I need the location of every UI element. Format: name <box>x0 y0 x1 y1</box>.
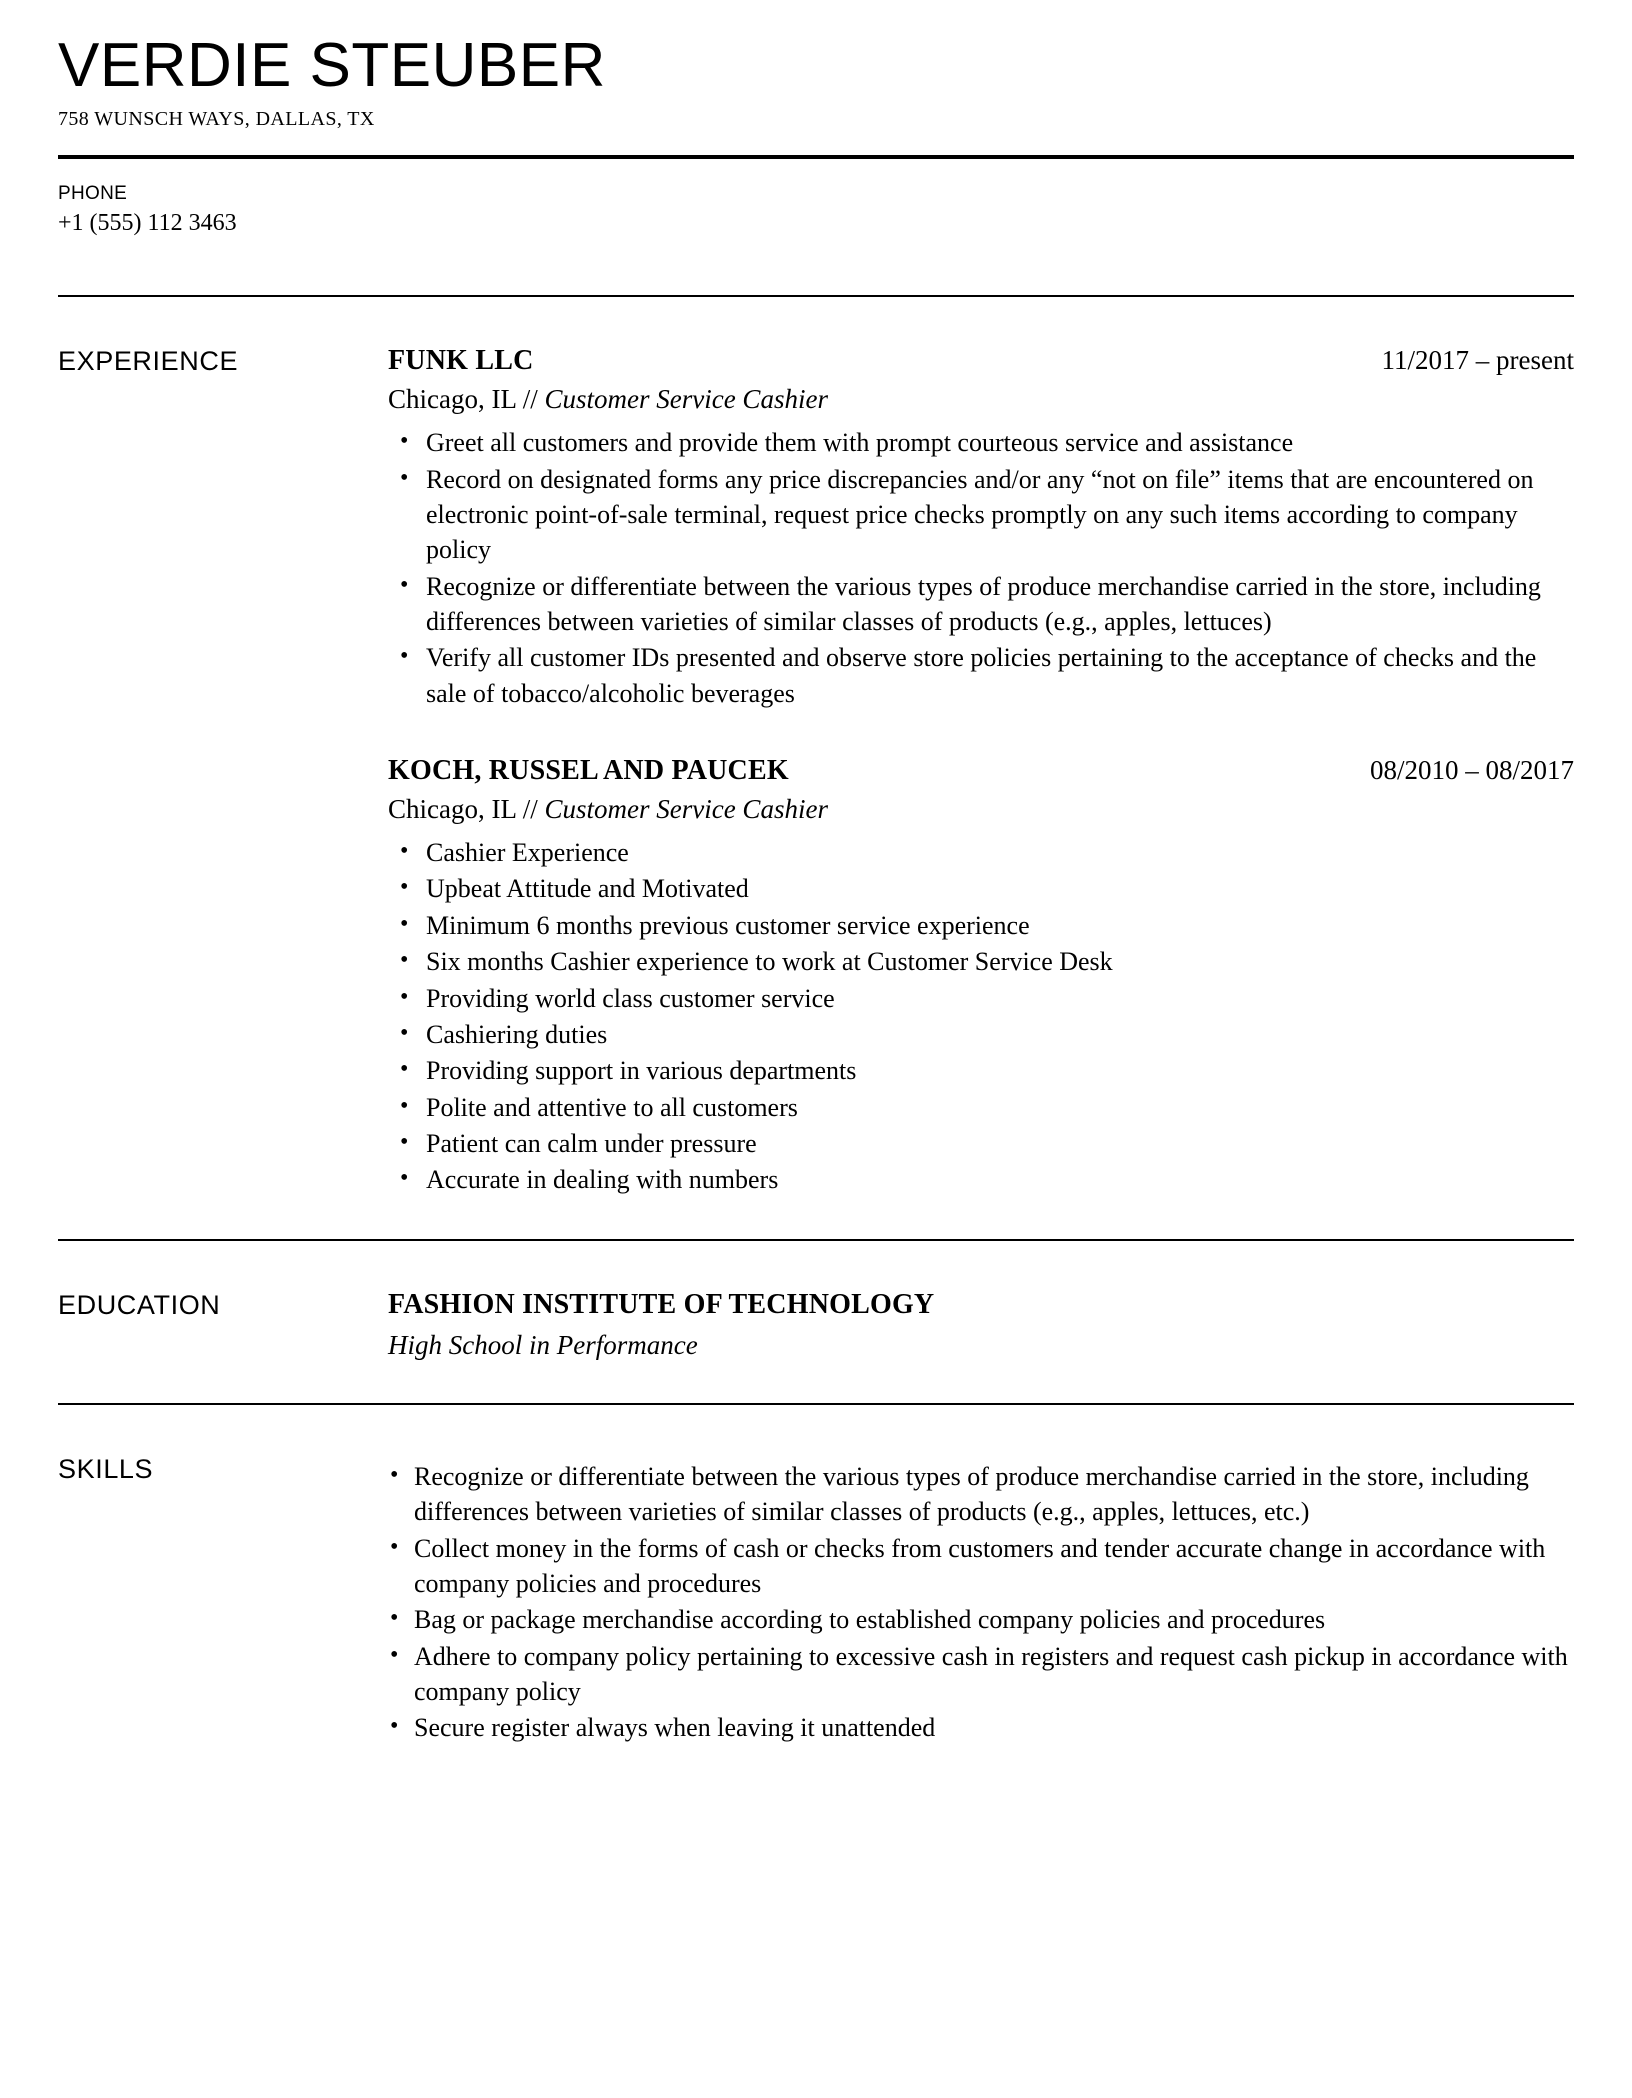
phone-label: PHONE <box>58 183 128 205</box>
employment-location: Chicago, IL <box>388 384 516 415</box>
list-item: • Patient can calm under pressure <box>388 1126 1574 1161</box>
experience-entry-header <box>388 753 1574 788</box>
list-item: • Polite and attentive to all customers <box>388 1090 1574 1125</box>
experience-entry <box>388 343 1574 711</box>
list-item: • Bag or package merchandise according to established company policies and procedures <box>388 1602 1574 1637</box>
list-item: • Providing support in various departments <box>388 1053 1574 1088</box>
education-entry <box>388 1287 1574 1363</box>
skills-section <box>58 1405 1574 1807</box>
responsibility-list <box>388 835 1574 1198</box>
section-label-skills: SKILLS <box>58 1453 154 1484</box>
experience-entry-header <box>388 343 1574 378</box>
list-item: • Six months Cashier experience to work at Customer Service Desk <box>388 944 1574 979</box>
employer-name: KOCH, RUSSEL AND PAUCEK <box>388 755 789 787</box>
experience-label-column <box>58 343 388 377</box>
job-title: Customer Service Cashier <box>544 384 828 415</box>
employer-name: FUNK LLC <box>388 345 534 377</box>
list-item: • Providing world class customer service <box>388 981 1574 1016</box>
section-label-experience: EXPERIENCE <box>58 346 239 377</box>
candidate-name: VERDIE STEUBER <box>58 31 606 100</box>
experience-entries <box>388 343 1574 1199</box>
employment-location-role <box>388 382 1574 417</box>
education-entries <box>388 1287 1574 1363</box>
resume-header <box>58 0 1574 131</box>
list-item: • Minimum 6 months previous customer service experience <box>388 908 1574 943</box>
list-item: • Collect money in the forms of cash or checks from customers and tender accurate change in accordance with company policies and procedures <box>388 1531 1574 1602</box>
employment-location: Chicago, IL <box>388 794 516 825</box>
education-label-column <box>58 1287 388 1321</box>
employment-dates: 11/2017 – present <box>1381 345 1574 376</box>
location-role-separator: // <box>515 384 545 415</box>
contact-block <box>58 159 1574 295</box>
section-label-education: EDUCATION <box>58 1289 221 1320</box>
skills-entries <box>388 1451 1574 1747</box>
experience-section <box>58 297 1574 1239</box>
list-item: • Accurate in dealing with numbers <box>388 1162 1574 1197</box>
phone-value: +1 (555) 112 3463 <box>58 209 237 236</box>
list-item: • Cashiering duties <box>388 1017 1574 1052</box>
list-item: • Adhere to company policy pertaining to excessive cash in registers and request cash pickup in accordance with company policy <box>388 1639 1574 1710</box>
employment-location-role <box>388 792 1574 827</box>
education-section <box>58 1241 1574 1403</box>
list-item: • Upbeat Attitude and Motivated <box>388 871 1574 906</box>
list-item: • Secure register always when leaving it unattended <box>388 1710 1574 1745</box>
responsibility-list <box>388 425 1574 711</box>
list-item: • Greet all customers and provide them with prompt courteous service and assistance <box>388 425 1574 460</box>
candidate-address: 758 WUNSCH WAYS, DALLAS, TX <box>58 108 375 131</box>
list-item: • Record on designated forms any price discrepancies and/or any “not on file” items that are encountered on electronic point-of-sale terminal, request price checks promptly on any such items according to company policy <box>388 462 1574 568</box>
experience-entry <box>388 753 1574 1198</box>
list-item: • Recognize or differentiate between the various types of produce merchandise carried in the store, including differences between varieties of similar classes of products (e.g., apples, lettuces) <box>388 569 1574 640</box>
skills-label-column <box>58 1451 388 1485</box>
list-item: • Cashier Experience <box>388 835 1574 870</box>
degree-name: High School in Performance <box>388 1329 698 1360</box>
list-item: • Recognize or differentiate between the various types of produce merchandise carried in the store, including differences between varieties of similar classes of products (e.g., apples, lettuces, etc.) <box>388 1459 1574 1530</box>
school-name: FASHION INSTITUTE OF TECHNOLOGY <box>388 1288 935 1320</box>
location-role-separator: // <box>515 794 545 825</box>
list-item: • Verify all customer IDs presented and observe store policies pertaining to the acceptance of checks and the sale of tobacco/alcoholic beverages <box>388 640 1574 711</box>
employment-dates: 08/2010 – 08/2017 <box>1369 755 1574 786</box>
skills-list <box>388 1459 1574 1746</box>
job-title: Customer Service Cashier <box>544 794 828 825</box>
